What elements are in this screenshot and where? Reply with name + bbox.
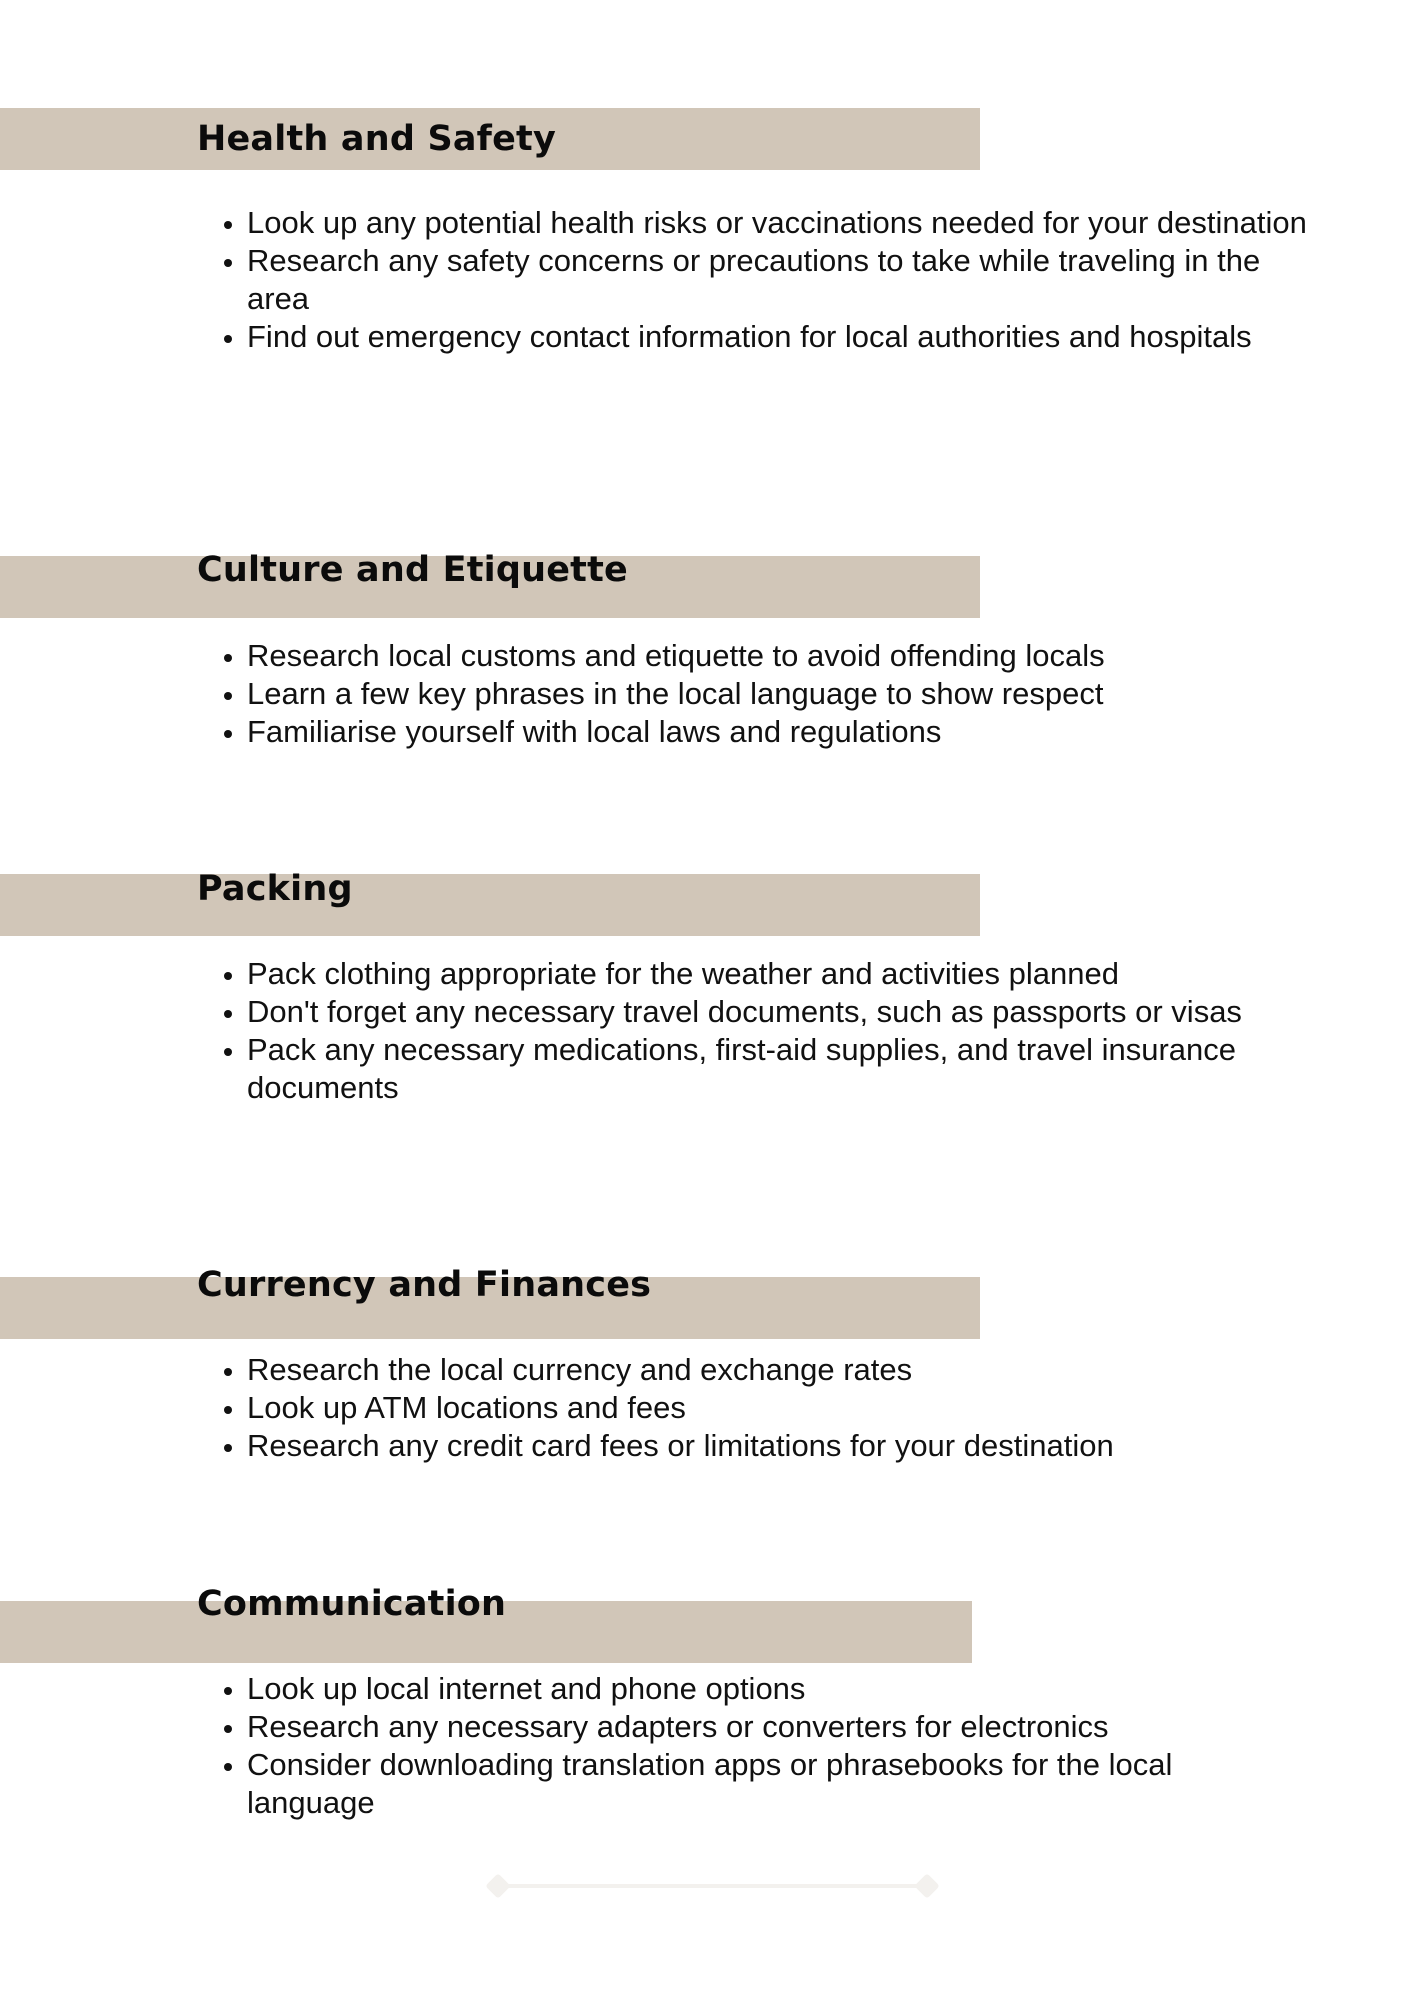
section-list-culture-etiquette: [197, 637, 1307, 751]
list-item: • Look up ATM locations and fees: [247, 1389, 1307, 1427]
list-item: • Research the local currency and exchange rates: [247, 1351, 1307, 1389]
section-list-health-safety: [197, 204, 1307, 356]
section-title-culture-etiquette: Culture and Etiquette: [197, 550, 628, 590]
section-list-currency-finances: [197, 1351, 1307, 1465]
list-item: • Research any necessary adapters or converters for electronics: [247, 1708, 1307, 1746]
list-item: • Familiarise yourself with local laws and regulations: [247, 713, 1307, 751]
list-item: • Pack any necessary medications, first-aid supplies, and travel insurance documents: [247, 1031, 1307, 1107]
divider-end-right: [914, 1873, 939, 1898]
section-band-packing: [0, 874, 980, 936]
list-item: • Pack clothing appropriate for the weather and activities planned: [247, 955, 1307, 993]
divider-end-left: [485, 1873, 510, 1898]
decorative-divider: [497, 1884, 937, 1888]
list-item: • Look up local internet and phone options: [247, 1670, 1307, 1708]
section-title-packing: Packing: [197, 869, 353, 909]
list-item: • Find out emergency contact information for local authorities and hospitals: [247, 318, 1307, 356]
section-list-packing: [197, 955, 1307, 1107]
list-item: • Research any credit card fees or limitations for your destination: [247, 1427, 1307, 1465]
section-list-communication: [197, 1670, 1307, 1822]
section-title-communication: Communication: [197, 1584, 507, 1624]
list-item: • Learn a few key phrases in the local language to show respect: [247, 675, 1307, 713]
list-item: • Research local customs and etiquette to avoid offending locals: [247, 637, 1307, 675]
list-item: • Don't forget any necessary travel documents, such as passports or visas: [247, 993, 1307, 1031]
section-title-health-safety: Health and Safety: [197, 119, 556, 159]
section-title-currency-finances: Currency and Finances: [197, 1265, 652, 1305]
list-item: • Research any safety concerns or precautions to take while traveling in the area: [247, 242, 1307, 318]
list-item: • Look up any potential health risks or vaccinations needed for your destination: [247, 204, 1307, 242]
list-item: • Consider downloading translation apps or phrasebooks for the local language: [247, 1746, 1307, 1822]
